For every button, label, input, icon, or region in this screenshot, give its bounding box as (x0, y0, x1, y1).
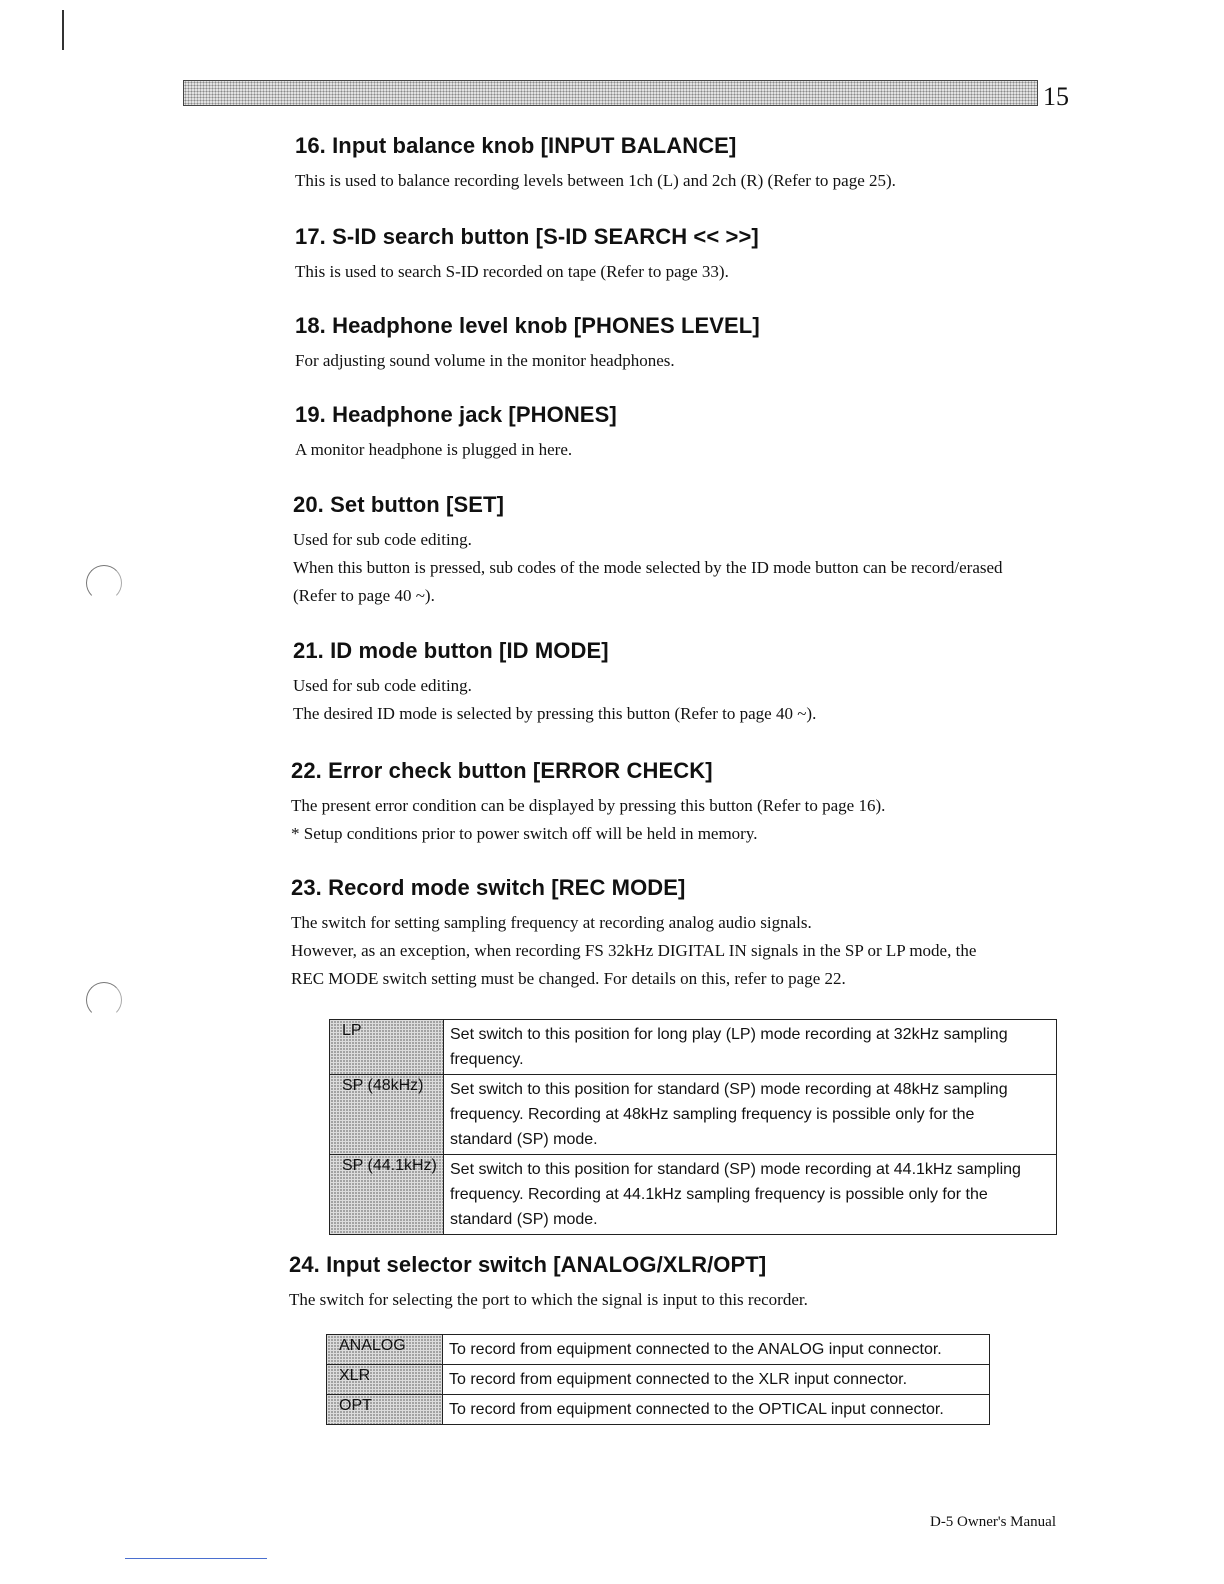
section-heading: 24. Input selector switch [ANALOG/XLR/OPT] (289, 1252, 767, 1277)
punch-hole-icon (86, 982, 122, 1018)
section-heading: 18. Headphone level knob [PHONES LEVEL] (295, 313, 760, 338)
footer-title: D-5 Owner's Manual (929, 1514, 1056, 1530)
section-text: A monitor headphone is plugged in here. (295, 440, 573, 459)
section-23 (291, 875, 976, 993)
punch-hole-icon (86, 565, 122, 601)
desc-line: Set switch to this position for standard (SP) mode recording at 44.1kHz sampling (450, 1161, 1021, 1178)
desc-line: frequency. Recording at 48kHz sampling frequency is possible only for the (450, 1106, 975, 1123)
section-20 (293, 492, 1003, 610)
section-17 (295, 224, 759, 286)
section-24 (289, 1252, 808, 1314)
input-selector-table (326, 1334, 990, 1425)
table-desc (444, 1075, 1057, 1155)
section-heading: 20. Set button [SET] (293, 492, 504, 517)
margin-rule (62, 10, 64, 50)
section-text: The present error condition can be displayed by pressing this button (Refer to page 16). (291, 796, 886, 815)
desc-line: frequency. (450, 1051, 524, 1068)
desc-line: Set switch to this position for standard (SP) mode recording at 48kHz sampling (450, 1081, 1008, 1098)
table-row (330, 1075, 1057, 1155)
desc-line: standard (SP) mode. (450, 1211, 598, 1228)
section-text: This is used to balance recording levels between 1ch (L) and 2ch (R) (Refer to page 25). (295, 171, 896, 190)
table-desc: To record from equipment connected to the OPTICAL input connector. (443, 1395, 990, 1425)
section-heading: 17. S-ID search button [S-ID SEARCH << >>] (295, 224, 759, 249)
table-row (327, 1395, 990, 1425)
section-19 (295, 402, 617, 464)
table-desc (444, 1020, 1057, 1075)
section-text: When this button is pressed, sub codes of the mode selected by the ID mode button can be record/erased (293, 558, 1003, 577)
section-text: The desired ID mode is selected by pressing this button (Refer to page 40 ~). (293, 704, 817, 723)
section-18 (295, 313, 760, 375)
section-text: (Refer to page 40 ~). (293, 586, 435, 605)
table-row (330, 1155, 1057, 1235)
table-desc (444, 1155, 1057, 1235)
section-heading: 22. Error check button [ERROR CHECK] (291, 758, 713, 783)
header-bar (183, 80, 1038, 106)
table-row (330, 1020, 1057, 1075)
table-key: ANALOG (327, 1335, 443, 1365)
footnote-rule (125, 1558, 267, 1559)
section-text: * Setup conditions prior to power switch off will be held in memory. (291, 824, 758, 843)
page-number: 15 (1043, 82, 1069, 111)
section-heading: 19. Headphone jack [PHONES] (295, 402, 617, 427)
desc-line: frequency. Recording at 44.1kHz sampling frequency is possible only for the (450, 1186, 988, 1203)
section-text: The switch for setting sampling frequency at recording analog audio signals. (291, 913, 812, 932)
section-text: REC MODE switch setting must be changed. For details on this, refer to page 22. (291, 969, 846, 988)
section-21 (293, 638, 816, 728)
section-text: Used for sub code editing. (293, 530, 472, 549)
section-22 (291, 758, 885, 848)
section-heading: 16. Input balance knob [INPUT BALANCE] (295, 133, 737, 158)
section-text: The switch for selecting the port to which the signal is input to this recorder. (289, 1290, 808, 1309)
table-row (327, 1365, 990, 1395)
section-text: However, as an exception, when recording FS 32kHz DIGITAL IN signals in the SP or LP mode, the (291, 941, 977, 960)
section-16 (295, 133, 896, 195)
table-key: SP (44.1kHz) (330, 1155, 444, 1235)
section-text: For adjusting sound volume in the monitor headphones. (295, 351, 675, 370)
rec-mode-table (329, 1019, 1057, 1235)
desc-line: Set switch to this position for long play (LP) mode recording at 32kHz sampling (450, 1026, 1008, 1043)
table-desc: To record from equipment connected to the ANALOG input connector. (443, 1335, 990, 1365)
table-key: XLR (327, 1365, 443, 1395)
table-desc: To record from equipment connected to the XLR input connector. (443, 1365, 990, 1395)
table-row (327, 1335, 990, 1365)
table-key: SP (48kHz) (330, 1075, 444, 1155)
section-text: This is used to search S-ID recorded on tape (Refer to page 33). (295, 262, 729, 281)
desc-line: standard (SP) mode. (450, 1131, 598, 1148)
table-key: LP (330, 1020, 444, 1075)
table-key: OPT (327, 1395, 443, 1425)
section-text: Used for sub code editing. (293, 676, 472, 695)
section-heading: 23. Record mode switch [REC MODE] (291, 875, 686, 900)
section-heading: 21. ID mode button [ID MODE] (293, 638, 609, 663)
